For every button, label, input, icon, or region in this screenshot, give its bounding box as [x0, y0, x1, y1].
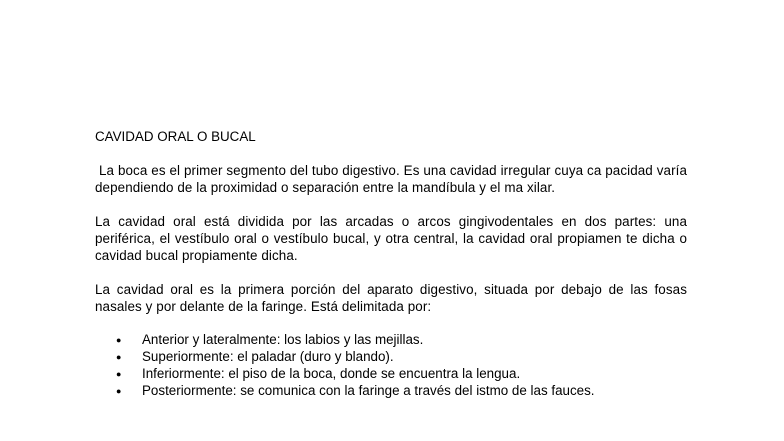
bullet-icon: ●	[116, 335, 122, 345]
list-item-text: Anterior y lateralmente: los labios y las mejillas.	[142, 332, 424, 347]
paragraph-division: La cavidad oral está dividida por las arcadas o arcos gingivodentales en dos partes: una periférica, el vestíbulo oral o vestíbulo bucal, y otra central, la cavidad oral propiamen te dicha o cavidad bucal propiamente dicha.	[95, 214, 687, 263]
list-item	[116, 366, 687, 383]
boundaries-list	[95, 332, 687, 400]
list-item	[116, 349, 687, 366]
list-item	[116, 383, 687, 400]
list-item-text: Inferiormente: el piso de la boca, donde se encuentra la lengua.	[142, 366, 521, 381]
bullet-icon: ●	[116, 369, 122, 379]
document-page	[95, 128, 687, 400]
list-item-text: Superiormente: el paladar (duro y blando).	[142, 349, 394, 364]
paragraph-location: La cavidad oral es la primera porción del aparato digestivo, situada por debajo de las fosas nasales y por delante de la faringe. Está delimitada por:	[95, 282, 687, 314]
bullet-icon: ●	[116, 352, 122, 362]
paragraph-intro: La boca es el primer segmento del tubo digestivo. Es una cavidad irregular cuya ca pacidad varía dependiendo de la proximidad o separación entre la mandíbula y el ma xilar.	[95, 163, 687, 195]
bullet-icon: ●	[116, 386, 122, 396]
list-item	[116, 332, 687, 349]
list-item-text: Posteriormente: se comunica con la faringe a través del istmo de las fauces.	[142, 383, 595, 398]
document-title: CAVIDAD ORAL O BUCAL	[95, 129, 256, 144]
